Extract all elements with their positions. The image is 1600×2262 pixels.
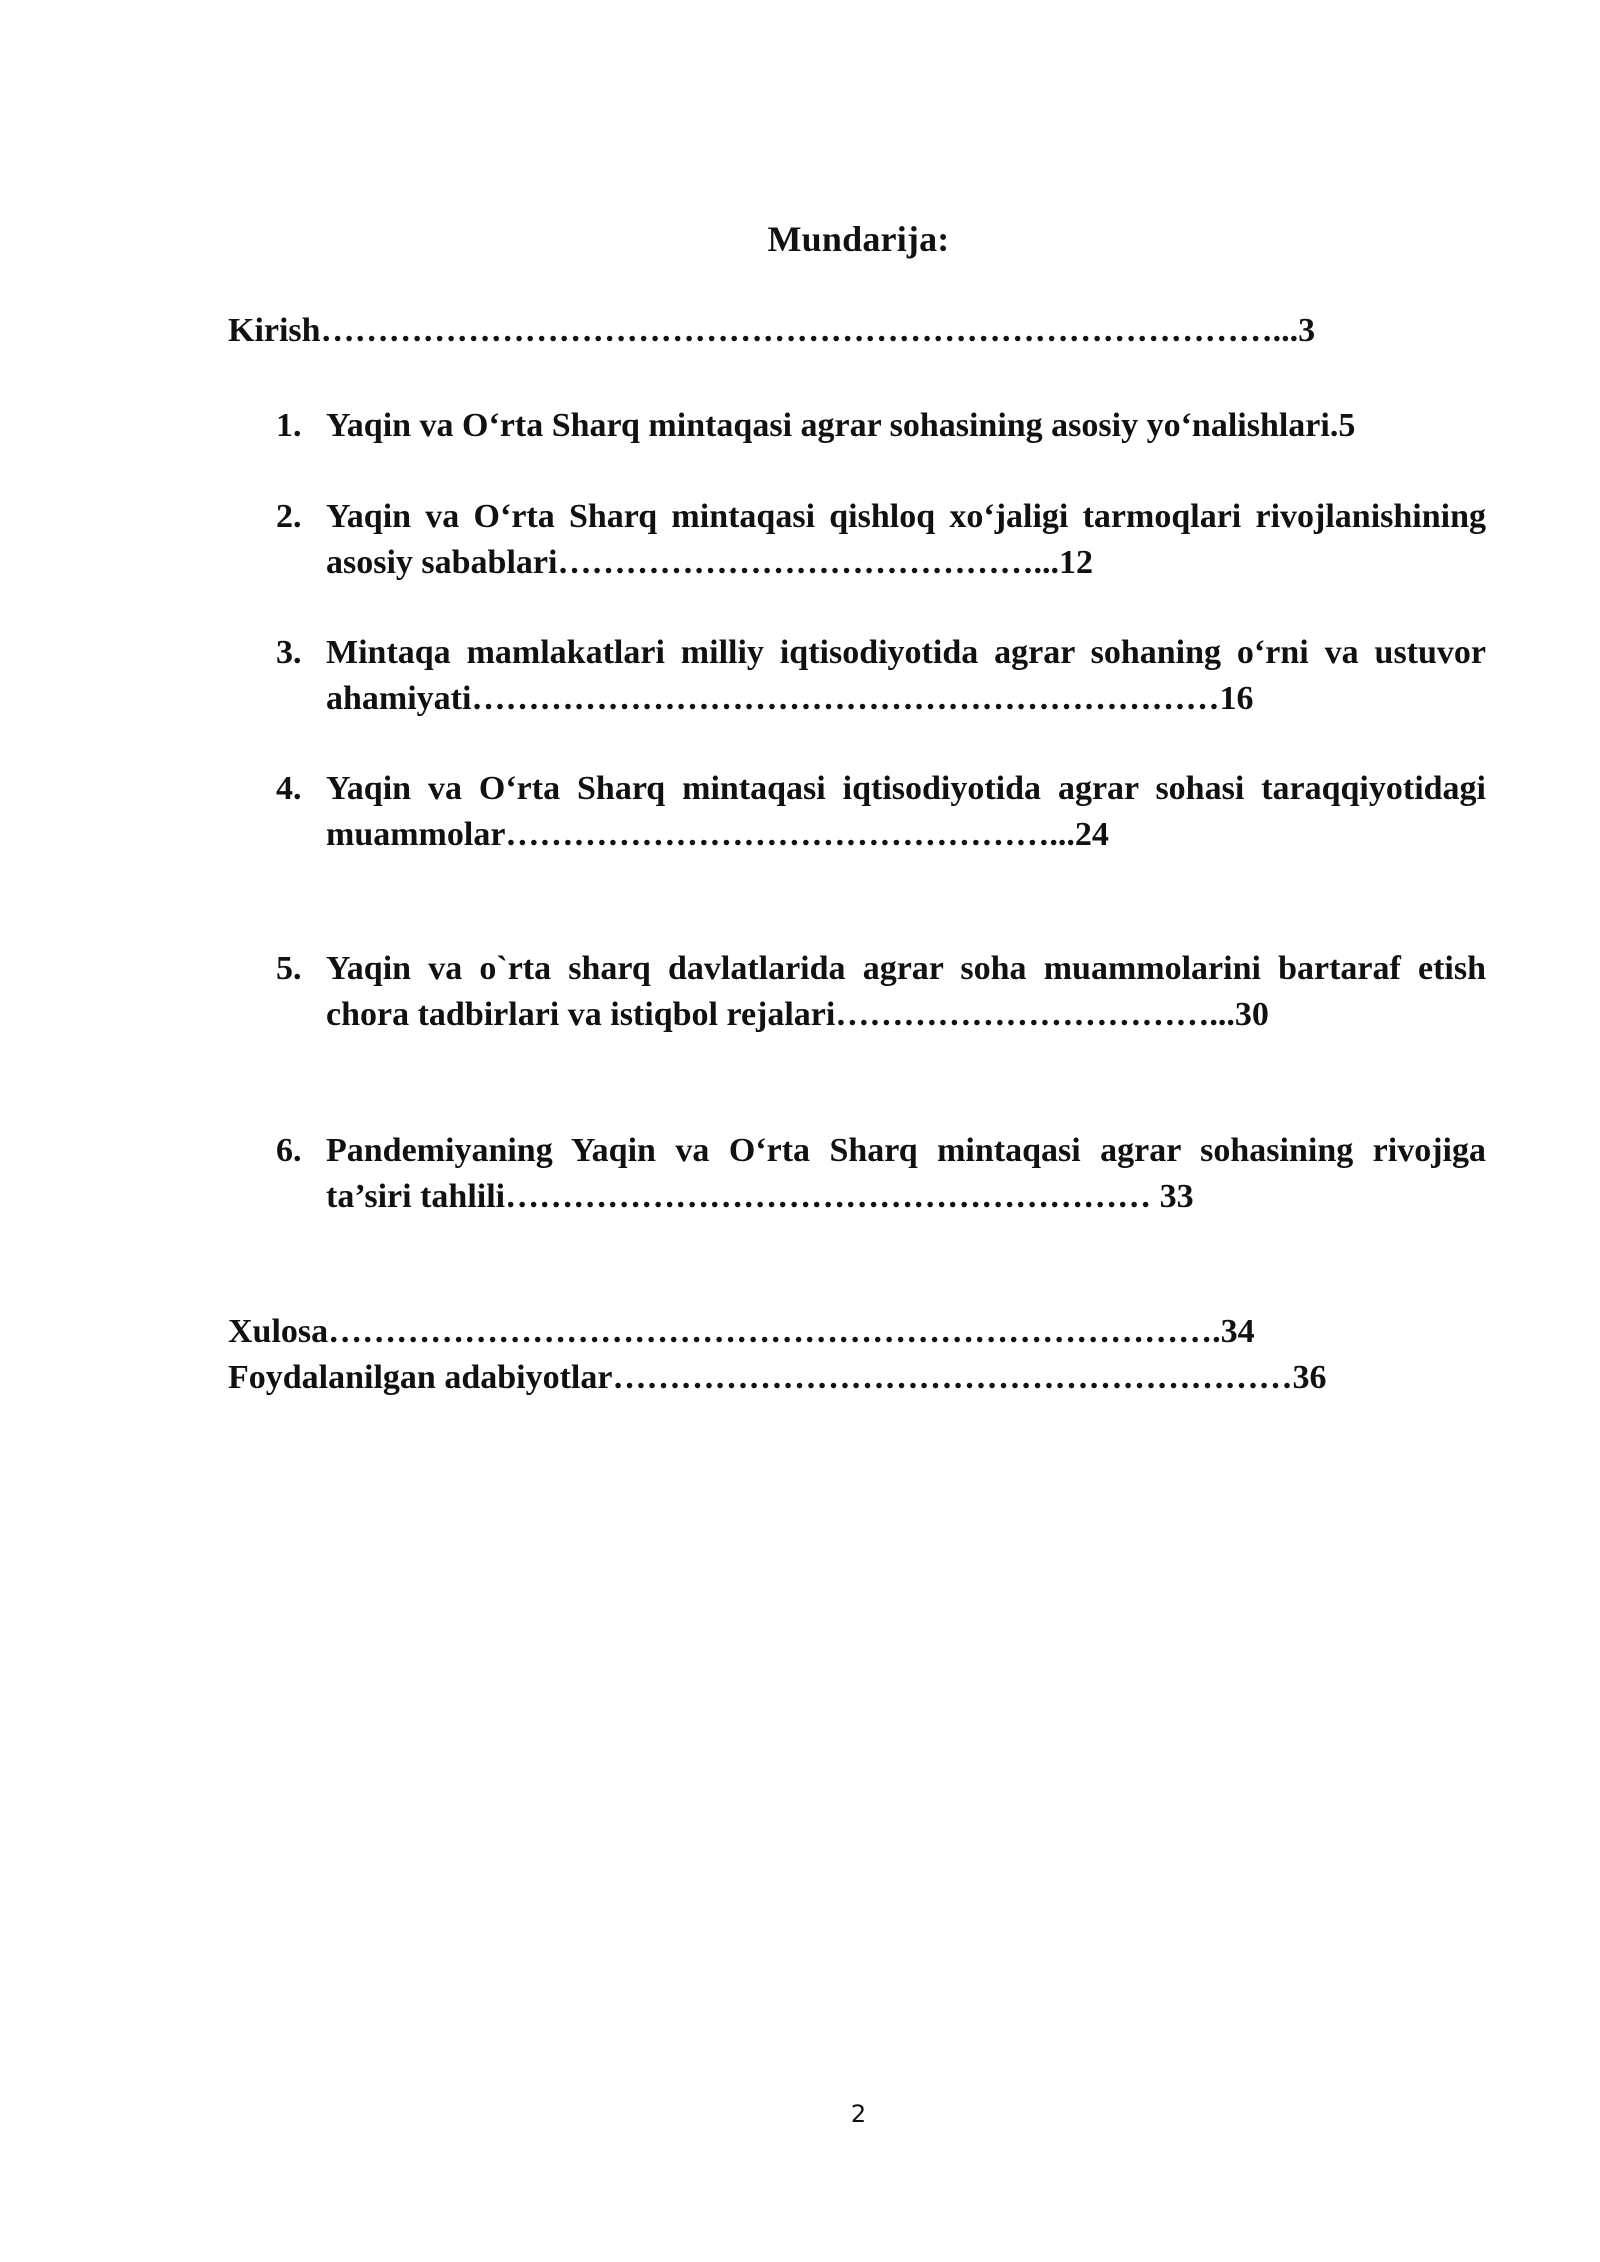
toc-item-text: Yaqin va O‘rta Sharq mintaqasi qishloq xo‘jaligi tarmoqlari rivojlanishining asosiy sabablari……………………………………...12 [326,498,1486,581]
toc-item-number: 1. [276,407,302,444]
toc-item-5 [276,946,1486,1038]
toc-item-6 [276,1128,1486,1220]
toc-item-text: Yaqin va O‘rta Sharq mintaqasi agrar sohasining asosiy yo‘nalishlari.5 [326,407,1356,444]
toc-item-number: 2. [276,498,302,535]
toc-item-4 [276,766,1486,858]
toc-item-3 [276,630,1486,722]
toc-item-2 [276,494,1486,586]
toc-conclusion: Xulosa…………………………………………………………………….34 [228,1313,1255,1350]
toc-item-text: Pandemiyaning Yaqin va O‘rta Sharq mintaqasi agrar sohasining rivojiga ta’siri tahlili………………………………………………… 33 [326,1132,1486,1215]
toc-references: Foydalanilgan adabiyotlar……………………………………………………36 [228,1359,1327,1396]
toc-item-number: 5. [276,950,302,987]
toc-item-1 [276,403,1486,449]
toc-item-text: Mintaqa mamlakatlari milliy iqtisodiyotida agrar sohaning o‘rni va ustuvor ahamiyati…………………………………………………………16 [326,634,1486,717]
toc-item-number: 4. [276,770,302,807]
toc-item-text: Yaqin va O‘rta Sharq mintaqasi iqtisodiyotida agrar sohasi taraqqiyotidagi muammolar…………………………………………...24 [326,770,1486,853]
toc-item-number: 6. [276,1132,302,1169]
toc-intro: Kirish…………………………………………………………………………...3 [228,312,1316,349]
page-number: 2 [850,2100,867,2128]
page-title: Mundarija: [767,219,950,259]
toc-item-number: 3. [276,634,302,671]
toc-item-text: Yaqin va o`rta sharq davlatlarida agrar soha muammolarini bartaraf etish chora tadbirlari va istiqbol rejalari……………………………...30 [326,950,1486,1033]
